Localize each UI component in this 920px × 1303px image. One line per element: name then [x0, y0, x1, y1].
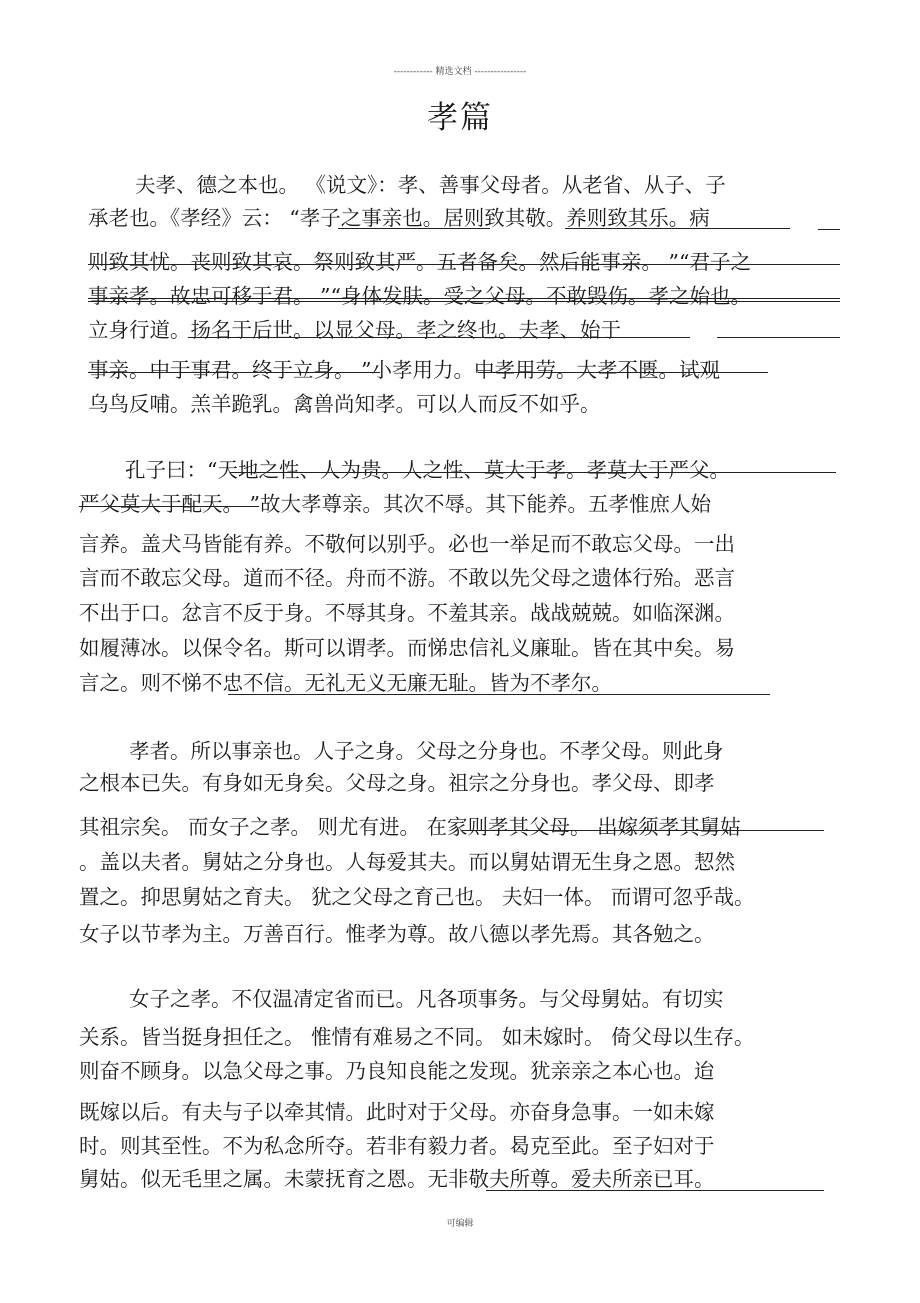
text-line: 承老也。《孝经》云： “孝子之事亲也。居则致其敬。养则致其乐。病 [88, 206, 710, 230]
page-footer: 可编辑 [446, 1219, 474, 1229]
page-header: ------------ 精选文档 ---------------- [393, 67, 527, 77]
text-line: 夫孝、德之本也。 《说文》：孝、善事父母者。从老省、从子、子 [135, 173, 726, 197]
document-title: 孝篇 [427, 100, 493, 136]
text-line: 乌鸟反哺。羔羊跪乳。禽兽尚知孝。可以人而反不如乎。 [88, 392, 601, 416]
strike-rule [88, 372, 380, 373]
text-line: 如履薄冰。以保令名。斯可以谓孝。而悌忠信礼义廉耻。皆在其中矣。易 [79, 636, 735, 660]
text-line: 事亲孝。故忠可移于君。 ”“身体发肤。受之父母。不敢毁伤。孝之始也。 [88, 284, 751, 308]
underline-rule [565, 228, 790, 229]
text-line: 女子之孝。不仅温凊定省而已。凡各项事务。与父母舅姑。有切实 [129, 987, 724, 1011]
underline-rule [486, 1190, 824, 1191]
text-line: 女子以节孝为主。万善百行。惟孝为尊。故八德以孝先焉。其各勉之。 [79, 922, 715, 946]
strike-rule [462, 830, 824, 831]
text-line: 严父莫大于配天。 ”故大孝尊亲。其次不辱。其下能养。五孝惟庶人始 [79, 492, 711, 516]
text-line: 之根本已失。有身如无身矣。父母之身。祖宗之分身也。孝父母、即孝 [79, 771, 715, 795]
text-line: 言养。盖犬马皆能有养。不敬何以别乎。必也一举足而不敢忘父母。一出 [79, 532, 735, 556]
text-line: 立身行道。扬名于后世。以显父母。孝之终也。夫孝、始于 [88, 318, 621, 342]
underline-rule [88, 301, 840, 302]
text-line: 时。则其至性。不为私念所夺。若非有毅力者。曷克至此。至子妇对于 [79, 1134, 715, 1158]
text-line: 孝者。所以事亲也。人子之身。父母之分身也。不孝父母。则此身 [129, 739, 724, 763]
text-line: 则致其忧。丧则致其哀。祭则致其严。五者备矣。然后能事亲。 ”“君子之 [88, 250, 751, 274]
underline-rule [338, 228, 490, 229]
text-line: 其祖宗矣。 而女子之孝。 则尤有进。 在家则孝其父母。 出嫁须孝其舅姑 [79, 815, 741, 839]
underline-rule [188, 337, 690, 338]
text-line: 言之。则不悌不忠不信。无礼无义无廉无耻。皆为不孝尔。 [79, 671, 612, 695]
text-line: 事亲。中于事君。终于立身。 ”小孝用力。中孝用劳。大孝不匮。试观 [88, 358, 720, 382]
text-line: 舅姑。似无毛里之属。未蒙抚育之恩。无非敬夫所尊。爱夫所亲已耳。 [79, 1167, 715, 1191]
strike-rule [88, 298, 840, 299]
strike-rule [88, 264, 840, 265]
text-line: 关系。皆当挺身担任之。 惟情有难易之不同。 如未嫁时。 倚父母以生存。 [79, 1025, 755, 1049]
text-line: 则奋不顾身。以急父母之事。乃良知良能之发现。犹亲亲之本心也。迨 [79, 1059, 715, 1083]
strike-rule [478, 372, 768, 373]
text-line: 。盖以夫者。舅姑之分身也。人每爱其夫。而以舅姑谓无生身之恩。恝然 [79, 850, 735, 874]
text-line: 言而不敢忘父母。道而不径。舟而不游。不敢以先父母之遗体行殆。恶言 [79, 566, 735, 590]
strike-rule [230, 472, 836, 473]
underline-rule [228, 694, 770, 695]
text-line: 孔子曰：“天地之性、人为贵。人之性、莫大于孝。孝莫大于严父。 [125, 458, 730, 482]
text-line: 置之。抑思舅姑之育夫。 犹之父母之育己也。 夫妇一体。 而谓可忽乎哉。 [79, 885, 755, 909]
underline-rule [818, 229, 840, 230]
text-line: 不出于口。忿言不反于身。不辱其身。不羞其亲。战战兢兢。如临深渊。 [79, 601, 735, 625]
text-line: 既嫁以后。有夫与子以牵其情。此时对于父母。亦奋身急事。一如未嫁 [79, 1100, 715, 1124]
underline-rule [717, 337, 840, 338]
strike-rule [79, 506, 259, 507]
